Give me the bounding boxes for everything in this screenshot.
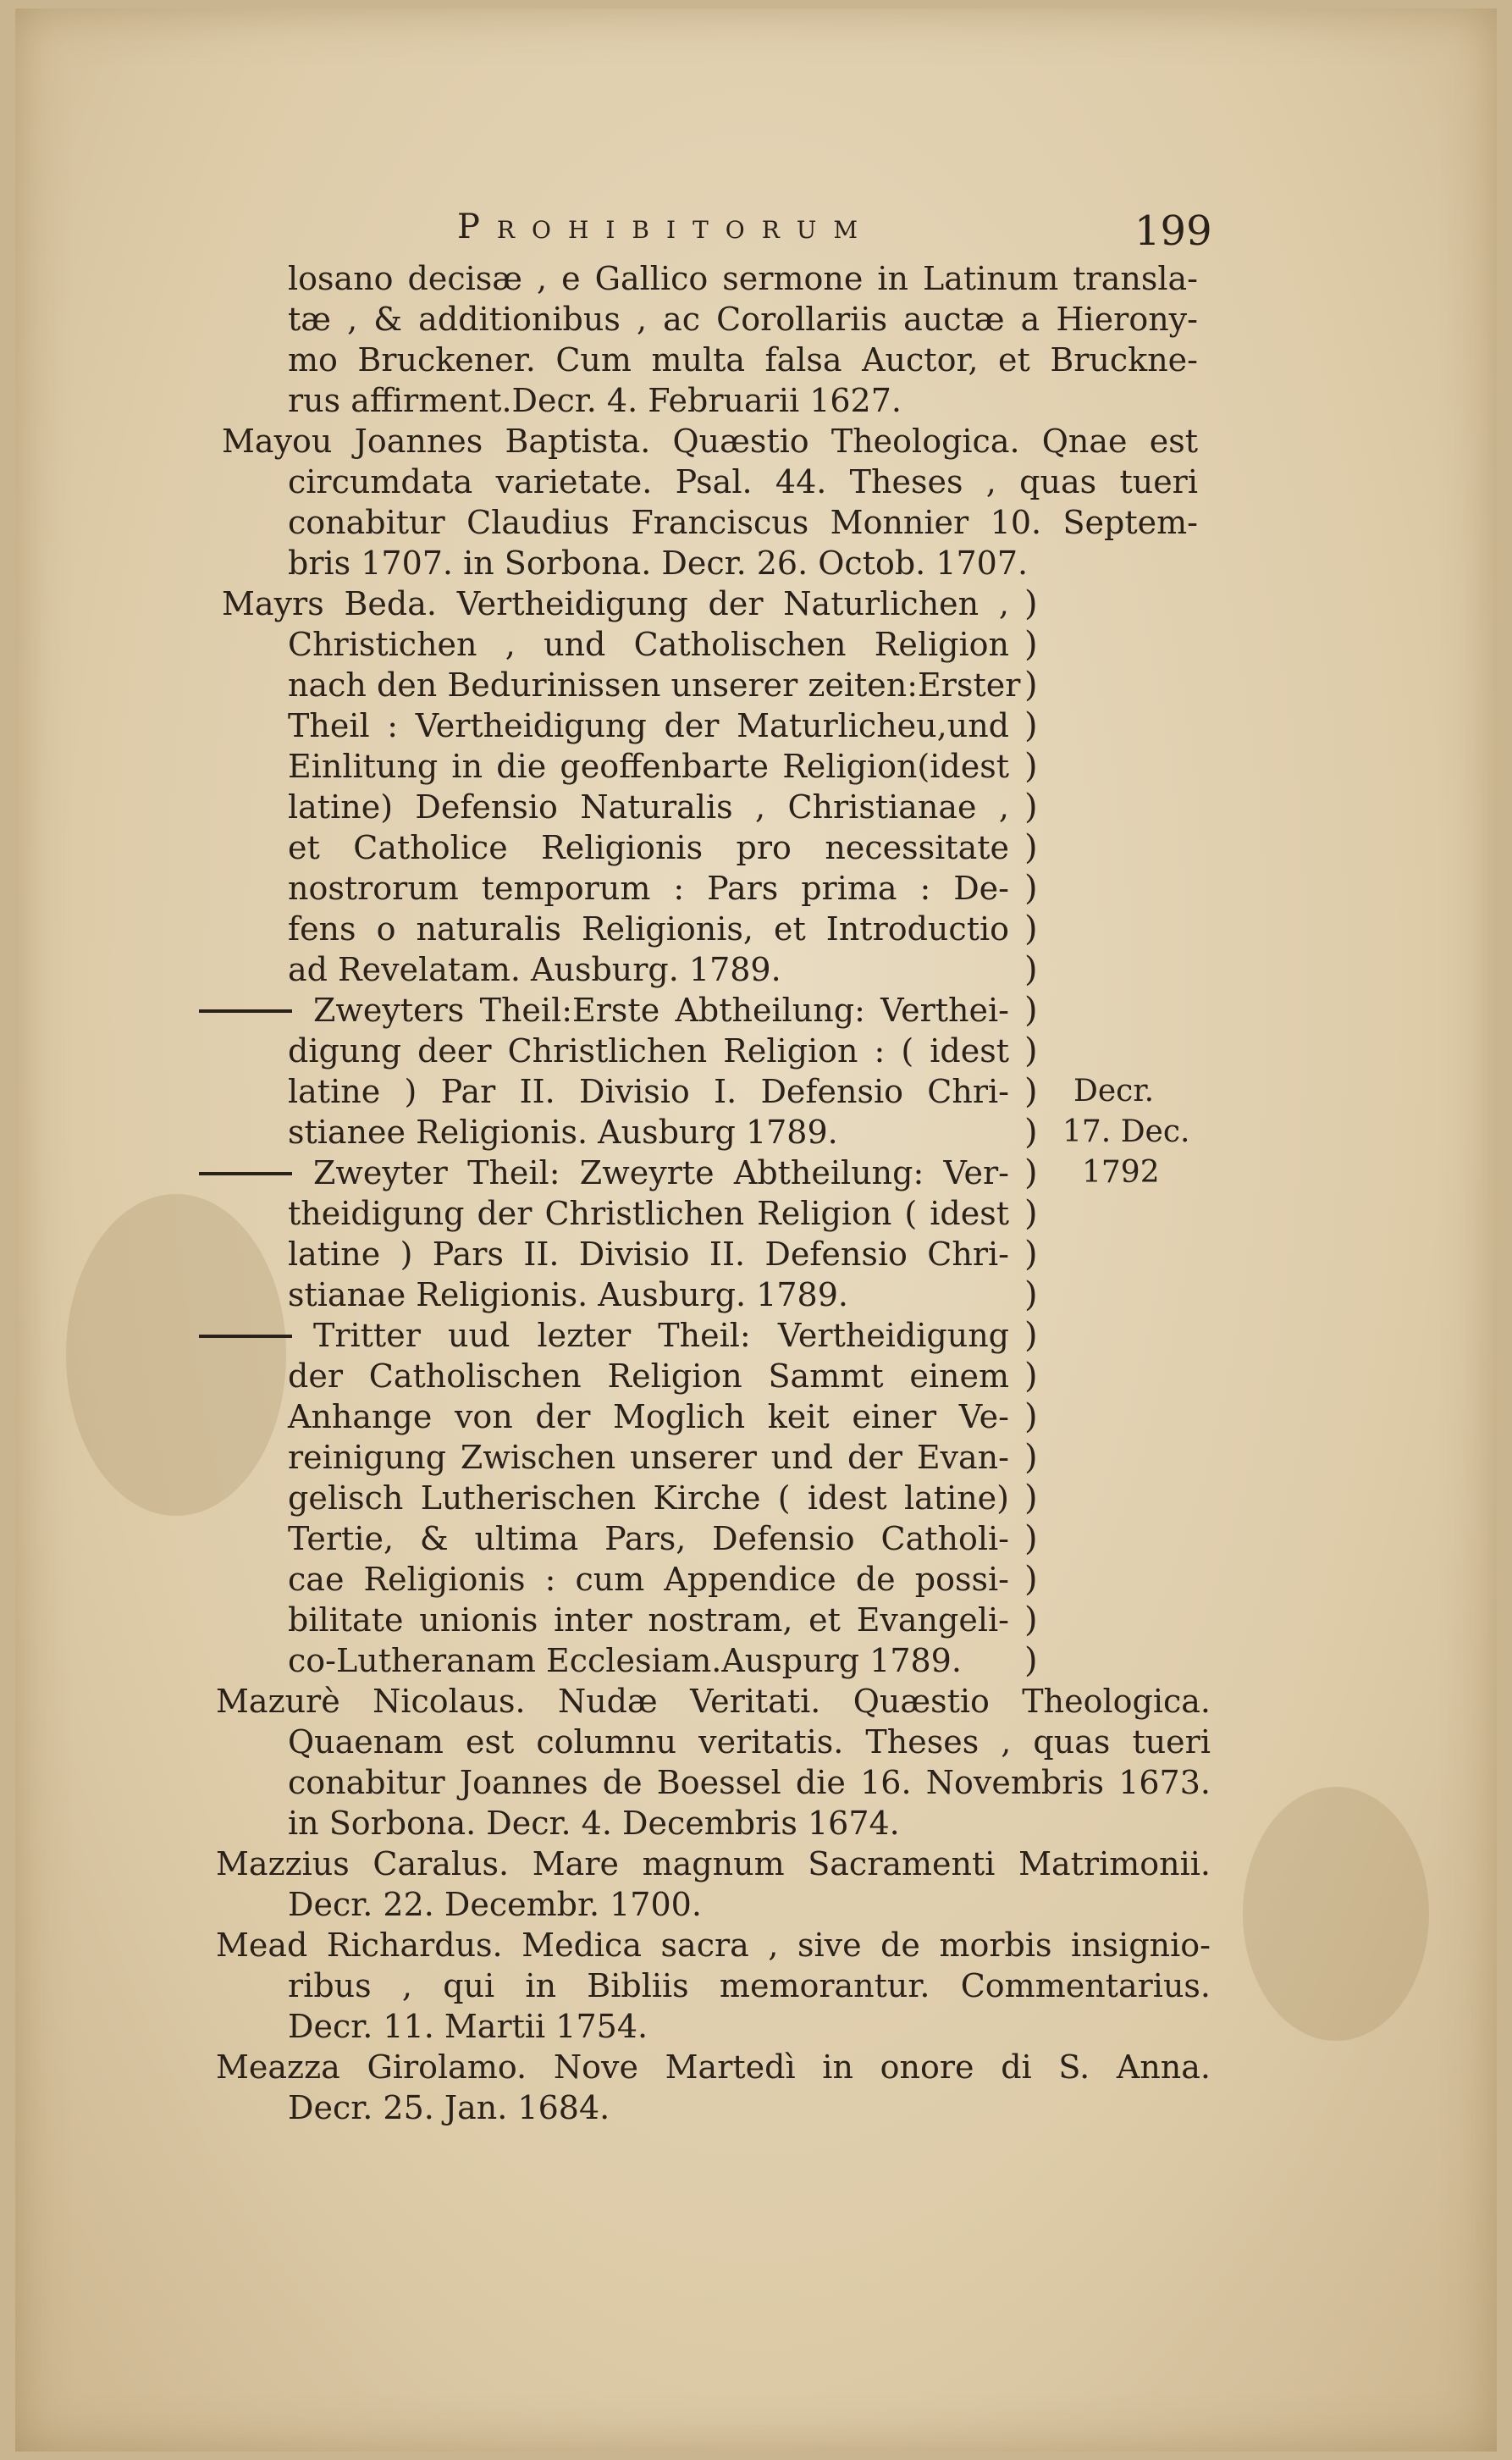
text-line: in Sorbona. Decr. 4. Decembris 1674. <box>288 1805 900 1842</box>
side-note-date: 17. Dec. <box>1062 1114 1190 1149</box>
side-note-year: 1792 <box>1082 1155 1160 1190</box>
text-line: Decr. 11. Martii 1754. <box>288 2008 648 2045</box>
text-line: ad Revelatam. Ausburg. 1789. <box>288 951 781 988</box>
text-line: et Catholice Religionis pro necessitate <box>288 829 1009 866</box>
text-line: nostrorum temporum : Pars prima : De- <box>288 870 1009 907</box>
text-line: Tritter uud lezter Theil: Vertheidigung <box>313 1317 1009 1354</box>
brace: ) <box>1024 747 1038 786</box>
brace: ) <box>1024 909 1038 948</box>
side-note-decree: Decr. <box>1073 1074 1155 1108</box>
brace: ) <box>1024 828 1038 867</box>
ditto-dash <box>199 1009 292 1013</box>
text-line: Tertie, & ultima Pars, Defensio Catholi- <box>288 1520 1009 1557</box>
brace: ) <box>1024 869 1038 908</box>
brace: ) <box>1024 1519 1038 1558</box>
brace: ) <box>1024 1357 1038 1396</box>
text-line: stianee Religionis. Ausburg 1789. <box>288 1114 838 1151</box>
ditto-dash <box>199 1335 292 1338</box>
brace: ) <box>1024 788 1038 826</box>
text-line: der Catholischen Religion Sammt einem <box>288 1357 1009 1395</box>
text-line: theidigung der Christlichen Religion ( idest <box>288 1195 1009 1232</box>
entry-title: Mayou Joannes Baptista. Quæstio Theologica. Qnae est <box>222 423 1198 460</box>
text-line: losano decisæ , e Gallico sermone in Latinum transla- <box>288 260 1198 297</box>
text-line: latine ) Pars II. Divisio II. Defensio Chri- <box>288 1236 1009 1273</box>
paper-stain <box>1243 1787 1429 2041</box>
paper-stain <box>66 1194 286 1516</box>
brace: ) <box>1024 1397 1038 1436</box>
text-line: Decr. 22. Decembr. 1700. <box>288 1886 702 1923</box>
brace: ) <box>1024 666 1038 705</box>
text-line: Christichen , und Catholischen Religion <box>288 626 1009 663</box>
text-line: digung deer Christlichen Religion : ( idest <box>288 1032 1009 1070</box>
entry-title: Mead Richardus. Medica sacra , sive de morbis insignio- <box>216 1927 1211 1964</box>
brace: ) <box>1024 1316 1038 1355</box>
entry-title: Mazzius Caralus. Mare magnum Sacramenti Matrimonii. <box>216 1845 1211 1882</box>
ditto-dash <box>199 1172 292 1175</box>
brace: ) <box>1024 1560 1038 1599</box>
text-line: bilitate unionis inter nostram, et Evangeli- <box>288 1601 1009 1639</box>
text-line: tæ , & additionibus , ac Corollariis auctæ a Hierony- <box>288 301 1198 338</box>
text-line: stianae Religionis. Ausburg. 1789. <box>288 1276 848 1313</box>
text-line: reinigung Zwischen unserer und der Evan- <box>288 1439 1009 1476</box>
text-line: conabitur Joannes de Boessel die 16. Novembris 1673. <box>288 1764 1211 1801</box>
text-line: latine) Defensio Naturalis , Christianae , <box>288 788 1009 826</box>
brace: ) <box>1024 1235 1038 1274</box>
brace: ) <box>1024 1438 1038 1477</box>
text-line: Quaenam est columnu veritatis. Theses , quas tueri <box>288 1723 1211 1761</box>
brace: ) <box>1024 1153 1038 1192</box>
text-line: bris 1707. in Sorbona. Decr. 26. Octob. 1707. <box>288 545 1029 582</box>
brace: ) <box>1024 991 1038 1030</box>
brace: ) <box>1024 706 1038 745</box>
brace: ) <box>1024 1194 1038 1233</box>
brace: ) <box>1024 1031 1038 1070</box>
text-line: mo Bruckener. Cum multa falsa Auctor, et Bruckne- <box>288 341 1198 379</box>
text-line: co-Lutheranam Ecclesiam.Auspurg 1789. <box>288 1642 962 1679</box>
text-line: cae Religionis : cum Appendice de possi- <box>288 1561 1009 1598</box>
entry-title: Mayrs Beda. Vertheidigung der Naturlichen , <box>222 585 1009 622</box>
brace: ) <box>1024 625 1038 664</box>
page-number: 199 <box>1134 207 1212 255</box>
text-line: Anhange von der Moglich keit einer Ve- <box>288 1398 1009 1435</box>
brace: ) <box>1024 584 1038 623</box>
text-line: nach den Bedurinissen unserer zeiten:Erster <box>288 666 1021 704</box>
brace: ) <box>1024 1113 1038 1152</box>
text-line: Zweyter Theil: Zweyrte Abtheilung: Ver- <box>313 1154 1009 1191</box>
brace: ) <box>1024 1600 1038 1639</box>
entry-title: Meazza Girolamo. Nove Martedì in onore di S. Anna. <box>216 2048 1211 2086</box>
text-line: Zweyters Theil:Erste Abtheilung: Verthei- <box>313 992 1009 1029</box>
text-line: conabitur Claudius Franciscus Monnier 10. Septem- <box>288 504 1198 541</box>
brace: ) <box>1024 1479 1038 1517</box>
entry-title: Mazurè Nicolaus. Nudæ Veritati. Quæstio Theologica. <box>216 1683 1211 1720</box>
brace: ) <box>1024 1275 1038 1314</box>
text-line: Theil : Vertheidigung der Maturlicheu,und <box>288 707 1009 744</box>
text-line: circumdata varietate. Psal. 44. Theses , quas tueri <box>288 463 1198 500</box>
brace: ) <box>1024 1072 1038 1111</box>
brace: ) <box>1024 950 1038 989</box>
text-line: gelisch Lutherischen Kirche ( idest latine) <box>288 1479 1009 1517</box>
brace: ) <box>1024 1641 1038 1680</box>
text-line: ribus , qui in Bibliis memorantur. Commentarius. <box>288 1967 1211 2004</box>
text-line: fens o naturalis Religionis, et Introductio <box>288 910 1009 948</box>
text-line: rus affirment.Decr. 4. Februarii 1627. <box>288 382 902 419</box>
text-line: Einlitung in die geoffenbarte Religion(idest <box>288 748 1009 785</box>
text-line: latine ) Par II. Divisio I. Defensio Chri- <box>288 1073 1009 1110</box>
running-header: Prohibitorum <box>457 207 875 246</box>
text-line: Decr. 25. Jan. 1684. <box>288 2089 610 2126</box>
